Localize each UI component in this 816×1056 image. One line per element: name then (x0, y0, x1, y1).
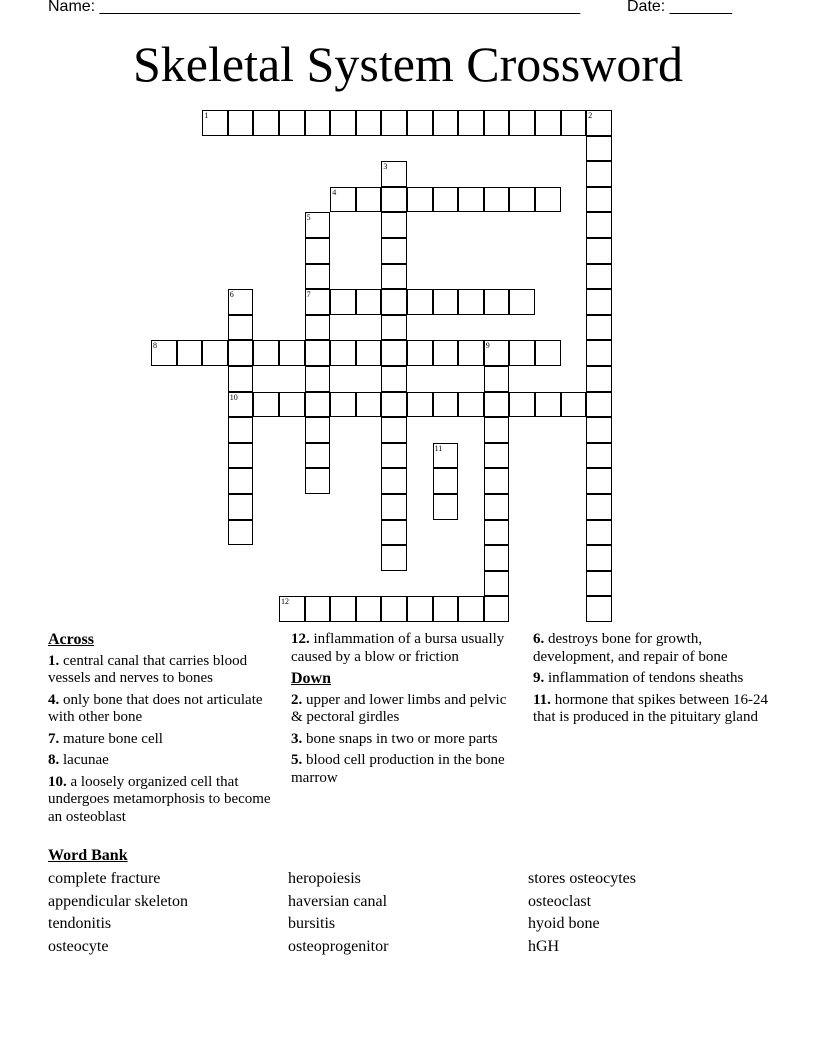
crossword-cell[interactable] (356, 187, 382, 213)
word-bank-item: osteoprogenitor (288, 938, 389, 955)
crossword-cell[interactable] (305, 264, 331, 290)
crossword-cell[interactable] (586, 238, 612, 264)
crossword-cell[interactable] (484, 392, 510, 418)
crossword-cell[interactable] (381, 161, 407, 187)
crossword-cell[interactable] (586, 212, 612, 238)
crossword-cell[interactable] (561, 392, 587, 418)
down-heading: Down (291, 670, 332, 687)
crossword-cell[interactable] (458, 392, 484, 418)
crossword-cell[interactable] (407, 596, 433, 622)
clue-number: 1. (48, 652, 60, 669)
crossword-cell[interactable] (381, 110, 407, 136)
word-bank-item: complete fracture (48, 870, 161, 887)
clue-number: 9. (533, 670, 545, 686)
crossword-cell[interactable] (586, 136, 612, 162)
crossword-cell[interactable] (279, 340, 305, 366)
crossword-cell[interactable] (407, 187, 433, 213)
crossword-cell[interactable] (228, 520, 254, 546)
crossword-cell[interactable] (509, 340, 535, 366)
crossword-cell[interactable] (305, 468, 331, 494)
clue-down-3 (291, 731, 513, 749)
crossword-cell[interactable] (484, 520, 510, 546)
crossword-cell[interactable] (484, 596, 510, 622)
crossword-cell[interactable] (586, 315, 612, 341)
crossword-cell[interactable] (484, 187, 510, 213)
crossword-cell[interactable] (484, 571, 510, 597)
crossword-cell[interactable] (433, 443, 459, 469)
clue-text: lacunae (63, 752, 109, 768)
crossword-cell[interactable] (407, 340, 433, 366)
crossword-cell[interactable] (458, 289, 484, 315)
crossword-cell[interactable] (586, 443, 612, 469)
clues-column-2 (291, 631, 513, 791)
crossword-cell[interactable] (458, 596, 484, 622)
crossword-cell[interactable] (509, 110, 535, 136)
clue-down-9 (533, 670, 773, 688)
crossword-cell[interactable] (586, 161, 612, 187)
crossword-cell[interactable] (458, 110, 484, 136)
crossword-cell[interactable] (484, 110, 510, 136)
clue-across-10 (48, 774, 286, 827)
crossword-cell[interactable] (305, 340, 331, 366)
clue-number: 6. (533, 631, 545, 647)
crossword-cell[interactable] (305, 596, 331, 622)
crossword-cell[interactable] (433, 596, 459, 622)
clue-number: 7. (48, 730, 60, 747)
crossword-cell[interactable] (381, 392, 407, 418)
clue-number: 2. (291, 691, 303, 708)
crossword-cell[interactable] (381, 315, 407, 341)
cell-number: 4 (332, 187, 337, 197)
crossword-cell[interactable] (330, 392, 356, 418)
crossword-cell[interactable] (484, 443, 510, 469)
word-bank-heading: Word Bank (48, 847, 128, 864)
crossword-cell[interactable] (381, 212, 407, 238)
crossword-cell[interactable] (433, 289, 459, 315)
crossword-cell[interactable] (381, 264, 407, 290)
crossword-cell[interactable] (356, 392, 382, 418)
clue-across-7 (48, 731, 286, 749)
crossword-cell[interactable] (381, 187, 407, 213)
clue-number: 3. (291, 730, 303, 747)
cell-number: 8 (153, 341, 157, 351)
crossword-cell[interactable] (433, 110, 459, 136)
clue-text: a loosely organized cell that undergoes metamorphosis to become an osteoblast (48, 773, 271, 825)
name-line: Name: ______________________________________________________ (48, 0, 581, 15)
crossword-cell[interactable] (381, 468, 407, 494)
crossword-cell[interactable] (586, 340, 612, 366)
crossword-cell[interactable] (407, 110, 433, 136)
crossword-cell[interactable] (586, 520, 612, 546)
word-bank-item: haversian canal (288, 893, 388, 910)
clue-across-8 (48, 752, 286, 770)
crossword-cell[interactable] (305, 289, 331, 315)
clue-number: 10. (48, 773, 67, 790)
cell-number: 11 (434, 443, 443, 453)
crossword-cell[interactable] (433, 494, 459, 520)
crossword-cell[interactable] (305, 417, 331, 443)
crossword-cell[interactable] (381, 545, 407, 571)
crossword-cell[interactable] (330, 187, 356, 213)
crossword-cell[interactable] (381, 366, 407, 392)
clues-column-1 (48, 631, 286, 830)
crossword-cell[interactable] (586, 187, 612, 213)
crossword-cell[interactable] (356, 289, 382, 315)
clue-text: inflammation of a bursa usually caused by a blow or friction (291, 631, 505, 665)
crossword-cell[interactable] (381, 596, 407, 622)
crossword-cell[interactable] (586, 366, 612, 392)
clue-text: hormone that spikes between 16-24 that is produced in the pituitary gland (533, 691, 768, 725)
clue-text: blood cell production in the bone marrow (291, 752, 505, 786)
crossword-cell[interactable] (586, 468, 612, 494)
clue-text: destroys bone for growth, development, and repair of bone (533, 631, 728, 665)
crossword-cell[interactable] (356, 596, 382, 622)
clue-down-6 (533, 631, 773, 666)
crossword-cell[interactable] (535, 110, 561, 136)
crossword-cell[interactable] (305, 315, 331, 341)
crossword-cell[interactable] (228, 392, 254, 418)
crossword-cell[interactable] (535, 392, 561, 418)
crossword-cell[interactable] (433, 340, 459, 366)
crossword-cell[interactable] (381, 238, 407, 264)
date-line: Date: _______ (627, 0, 732, 15)
clue-across-4 (48, 692, 286, 727)
clue-number: 8. (48, 752, 60, 768)
crossword-cell[interactable] (228, 417, 254, 443)
crossword-cell[interactable] (509, 392, 535, 418)
crossword-cell[interactable] (586, 417, 612, 443)
clue-text: mature bone cell (63, 730, 163, 747)
crossword-cell[interactable] (484, 468, 510, 494)
crossword-cell[interactable] (305, 110, 331, 136)
crossword-cell[interactable] (586, 494, 612, 520)
word-bank-item: appendicular skeleton (48, 893, 188, 910)
crossword-cell[interactable] (586, 264, 612, 290)
word-bank-item: osteoclast (528, 893, 592, 910)
crossword-cell[interactable] (202, 110, 228, 136)
crossword-cell[interactable] (381, 494, 407, 520)
crossword-cell[interactable] (586, 289, 612, 315)
crossword-cell[interactable] (484, 494, 510, 520)
crossword-cell[interactable] (561, 110, 587, 136)
word-bank-item: bursitis (288, 915, 336, 932)
crossword-cell[interactable] (228, 289, 254, 315)
clue-number: 11. (533, 691, 551, 708)
clue-across-12 (291, 631, 513, 666)
crossword-cell[interactable] (151, 340, 177, 366)
crossword-cell[interactable] (381, 443, 407, 469)
crossword-cell[interactable] (330, 289, 356, 315)
cell-number: 10 (229, 392, 238, 402)
crossword-cell[interactable] (586, 545, 612, 571)
crossword-cell[interactable] (356, 110, 382, 136)
crossword-cell[interactable] (586, 596, 612, 622)
word-bank-item: hGH (528, 938, 560, 955)
crossword-cell[interactable] (305, 443, 331, 469)
crossword-cell[interactable] (228, 366, 254, 392)
crossword-cell[interactable] (433, 392, 459, 418)
clue-down-2 (291, 692, 513, 727)
clue-number: 5. (291, 752, 303, 768)
word-bank-item: stores osteocytes (528, 870, 636, 887)
crossword-cell[interactable] (484, 340, 510, 366)
crossword-cell[interactable] (509, 187, 535, 213)
clue-number: 4. (48, 691, 60, 708)
word-bank-item: heropoiesis (288, 870, 361, 887)
word-bank-item: osteocyte (48, 938, 109, 955)
cell-number: 1 (204, 111, 209, 120)
clue-text: central canal that carries blood vessels and nerves to bones (48, 652, 248, 686)
cell-number: 6 (229, 290, 234, 300)
crossword-cell[interactable] (407, 289, 433, 315)
crossword-cell[interactable] (484, 417, 510, 443)
cell-number: 2 (588, 111, 593, 120)
cell-number: 3 (383, 162, 388, 172)
crossword-cell[interactable] (330, 110, 356, 136)
crossword-cell[interactable] (279, 110, 305, 136)
crossword-cell[interactable] (509, 289, 535, 315)
clue-text: upper and lower limbs and pelvic & pectoral girdles (291, 691, 507, 725)
cell-number: 7 (306, 290, 311, 300)
crossword-cell[interactable] (586, 110, 612, 136)
crossword-cell[interactable] (253, 340, 279, 366)
clues-column-3 (533, 631, 773, 731)
crossword-cell[interactable] (305, 238, 331, 264)
cell-number: 9 (485, 341, 490, 351)
crossword-cell[interactable] (535, 340, 561, 366)
clue-text: inflammation of tendons sheaths (548, 670, 744, 686)
crossword-cell[interactable] (305, 212, 331, 238)
crossword-cell[interactable] (330, 596, 356, 622)
crossword-cell[interactable] (202, 340, 228, 366)
clue-across-1 (48, 653, 286, 688)
cell-number: 5 (306, 213, 311, 223)
crossword-cell[interactable] (253, 110, 279, 136)
crossword-cell[interactable] (228, 494, 254, 520)
crossword-cell[interactable] (279, 596, 305, 622)
crossword-cell[interactable] (228, 468, 254, 494)
crossword-cell[interactable] (381, 417, 407, 443)
crossword-cell[interactable] (458, 187, 484, 213)
clue-number: 12. (291, 631, 310, 647)
clue-down-11 (533, 692, 773, 727)
crossword-cell[interactable] (586, 571, 612, 597)
crossword-cell[interactable] (458, 340, 484, 366)
crossword-cell[interactable] (433, 187, 459, 213)
crossword-cell[interactable] (177, 340, 203, 366)
crossword-cell[interactable] (433, 468, 459, 494)
crossword-cell[interactable] (484, 366, 510, 392)
crossword-cell[interactable] (228, 110, 254, 136)
crossword-cell[interactable] (305, 366, 331, 392)
crossword-cell[interactable] (586, 392, 612, 418)
crossword-cell[interactable] (279, 392, 305, 418)
clue-down-5 (291, 752, 513, 787)
crossword-cell[interactable] (484, 289, 510, 315)
crossword-cell[interactable] (381, 520, 407, 546)
word-bank-item: tendonitis (48, 915, 112, 932)
clue-text: only bone that does not articulate with other bone (48, 691, 263, 725)
crossword-cell[interactable] (228, 340, 254, 366)
crossword-cell[interactable] (228, 443, 254, 469)
crossword-cell[interactable] (381, 340, 407, 366)
crossword-cell[interactable] (305, 392, 331, 418)
crossword-cell[interactable] (484, 545, 510, 571)
crossword-cell[interactable] (535, 187, 561, 213)
crossword-cell[interactable] (228, 315, 254, 341)
clue-text: bone snaps in two or more parts (306, 730, 498, 747)
crossword-cell[interactable] (407, 392, 433, 418)
page-title: Skeletal System Crossword (133, 36, 683, 92)
across-heading: Across (48, 631, 94, 648)
crossword-cell[interactable] (330, 340, 356, 366)
crossword-cell[interactable] (253, 392, 279, 418)
crossword-cell[interactable] (356, 340, 382, 366)
word-bank-item: hyoid bone (528, 915, 600, 932)
crossword-cell[interactable] (381, 289, 407, 315)
cell-number: 12 (281, 597, 289, 607)
